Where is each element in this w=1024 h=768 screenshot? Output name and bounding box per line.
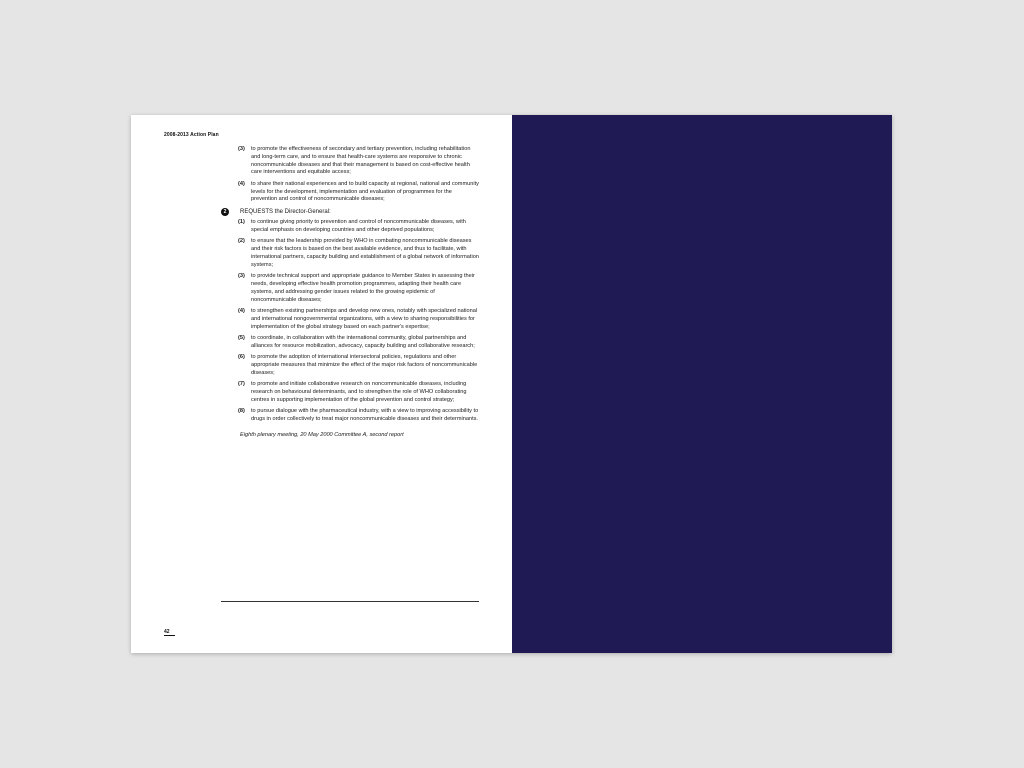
list-item	[221, 273, 479, 304]
item-number: (6)	[238, 354, 245, 361]
list-item	[221, 146, 479, 177]
right-page-color-block	[512, 115, 892, 653]
item-number: (4)	[238, 180, 245, 187]
items-list-b	[221, 219, 479, 423]
item-text: to share their national experiences and to build capacity at regional, national and community levels for the development, implementation and evaluation of programmes for the prevention and control of noncommunicable diseases;	[251, 180, 479, 203]
list-item	[221, 238, 479, 269]
item-number: (2)	[238, 238, 245, 245]
book-spread	[131, 115, 892, 653]
item-text: to coordinate, in collaboration with the international community, global partnerships and alliances for resource mobilization, advocacy, capacity building and collaborative research;	[251, 334, 475, 349]
list-item	[221, 381, 479, 404]
resolution-text	[221, 146, 479, 439]
item-text: to promote the effectiveness of secondary and tertiary prevention, including rehabilitation and long-term care, and to ensure that health-care systems are responsive to chronic noncommunicable diseases and that their management is based on cost-effective health care interventions and equitable access;	[251, 146, 471, 176]
item-text: to strengthen existing partnerships and develop new ones, notably with specialized national and international nongovernmental organizations, with a view to sharing responsibilities for implementation of the global strategy based on each partner's expertise;	[251, 307, 478, 330]
list-item	[221, 335, 479, 351]
section-heading-text: REQUESTS the Director-General:	[240, 209, 331, 216]
list-item	[221, 181, 479, 204]
meeting-note: Eighth plenary meeting, 20 May 2000 Committee A, second report	[240, 431, 404, 438]
item-text: to promote and initiate collaborative research on noncommunicable diseases, including research on behavioural determinants, and to strengthen the role of WHO collaborating centres in supporting implementation of the global prevention and control strategy;	[251, 381, 467, 403]
list-item	[221, 308, 479, 331]
item-text: to pursue dialogue with the pharmaceutical industry, with a view to improving accessibility to drugs in order collectively to treat major noncommunicable diseases and their determinants.	[251, 408, 479, 422]
item-number: (5)	[238, 334, 245, 341]
item-number: (3)	[238, 273, 245, 280]
item-number: (3)	[238, 146, 245, 152]
item-number: (8)	[238, 408, 245, 415]
list-item	[221, 354, 479, 377]
item-text: to provide technical support and appropriate guidance to Member States in assessing their needs, developing effective health promotion programmes, adapting their health care systems, and addressing gender issues related to the growing epidemic of noncommunicable diseases;	[251, 273, 475, 303]
list-item	[221, 408, 479, 424]
left-page	[131, 115, 512, 653]
item-text: to promote the adoption of international intersectoral policies, regulations and other appropriate measures that minimize the effect of the major risk factors of noncommunicable diseases;	[251, 354, 478, 376]
list-item	[221, 219, 479, 235]
page-number: 42	[164, 629, 175, 636]
item-text: to continue giving priority to prevention and control of noncommunicable diseases, with special emphasis on developing countries and other deprived populations;	[251, 219, 466, 233]
item-number: (4)	[238, 307, 245, 314]
section-number-badge: 2	[221, 208, 229, 216]
item-text: to ensure that the leadership provided by WHO in combating noncommunicable diseases and their risk factors is based on the best available evidence, and thus to facilitate, with international partners, capacity building and establishment of a global network of information systems;	[251, 238, 479, 268]
running-head: 2008-2013 Action Plan	[164, 132, 219, 138]
footer-rule	[221, 601, 479, 602]
section-heading	[221, 208, 479, 216]
item-number: (1)	[238, 219, 245, 226]
items-list-a	[221, 146, 479, 204]
item-number: (7)	[238, 381, 245, 388]
